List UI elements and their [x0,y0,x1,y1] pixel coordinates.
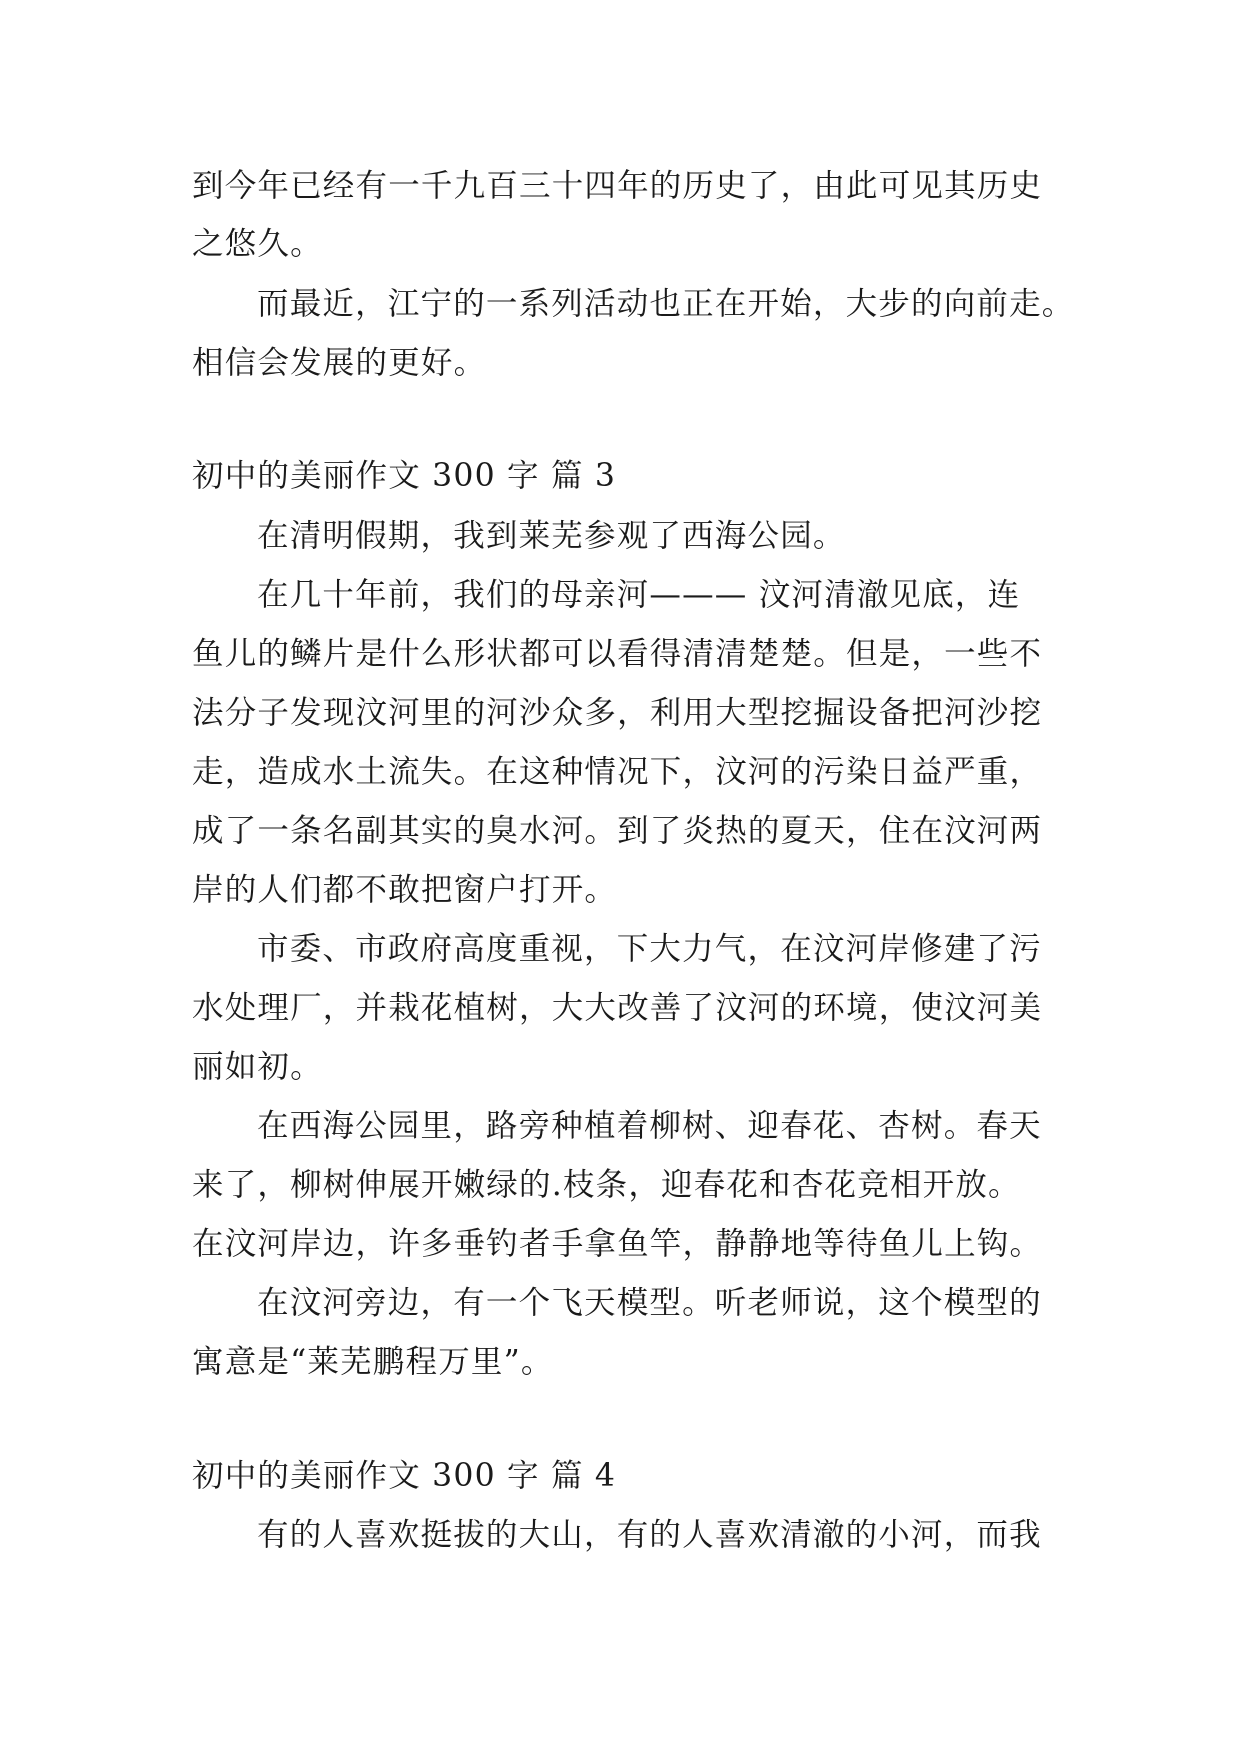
paragraph-line: 水处理厂，并栽花植树，大大改善了汶河的环境，使汶河美 [192,990,1043,1026]
paragraph-line: 有的人喜欢挺拔的大山，有的人喜欢清澈的小河，而我 [257,1517,1042,1553]
paragraph-line: 走，造成水土流失。在这种情况下，汶河的污染日益严重， [192,754,1043,790]
paragraph-line: 之悠久。 [192,226,323,262]
section-heading: 初中的美丽作文 300 字 篇 3 [192,458,617,494]
paragraph-line: 岸的人们都不敢把窗户打开。 [192,872,618,908]
paragraph-line: 丽如初。 [192,1049,323,1085]
paragraph-line: 在汶河岸边，许多垂钓者手拿鱼竿，静静地等待鱼儿上钩。 [192,1226,1043,1262]
paragraph-line: 法分子发现汶河里的河沙众多，利用大型挖掘设备把河沙挖 [192,695,1043,731]
paragraph-line: 在清明假期，我到莱芜参观了西海公园。 [257,518,846,554]
paragraph-line: 相信会发展的更好。 [192,345,487,381]
paragraph-line: 在汶河旁边，有一个飞天模型。听老师说，这个模型的 [257,1285,1042,1321]
paragraph-line: 而最近，江宁的一系列活动也正在开始，大步的向前走。 [257,286,1075,322]
paragraph-line: 鱼儿的鳞片是什么形状都可以看得清清楚楚。但是，一些不 [192,636,1043,672]
paragraph-line: 到今年已经有一千九百三十四年的历史了，由此可见其历史 [192,168,1043,204]
paragraph-line: 寓意是“莱芜鹏程万里”。 [192,1344,554,1380]
paragraph-line: 来了，柳树伸展开嫩绿的.枝条，迎春花和杏花竞相开放。 [192,1167,1021,1203]
paragraph-line: 成了一条名副其实的臭水河。到了炎热的夏天，住在汶河两 [192,813,1043,849]
section-heading: 初中的美丽作文 300 字 篇 4 [192,1458,617,1494]
paragraph-line: 市委、市政府高度重视，下大力气，在汶河岸修建了污 [257,931,1042,967]
paragraph-line: 在几十年前，我们的母亲河——— 汶河清澈见底，连 [257,577,1021,613]
paragraph-line: 在西海公园里，路旁种植着柳树、迎春花、杏树。春天 [257,1108,1042,1144]
